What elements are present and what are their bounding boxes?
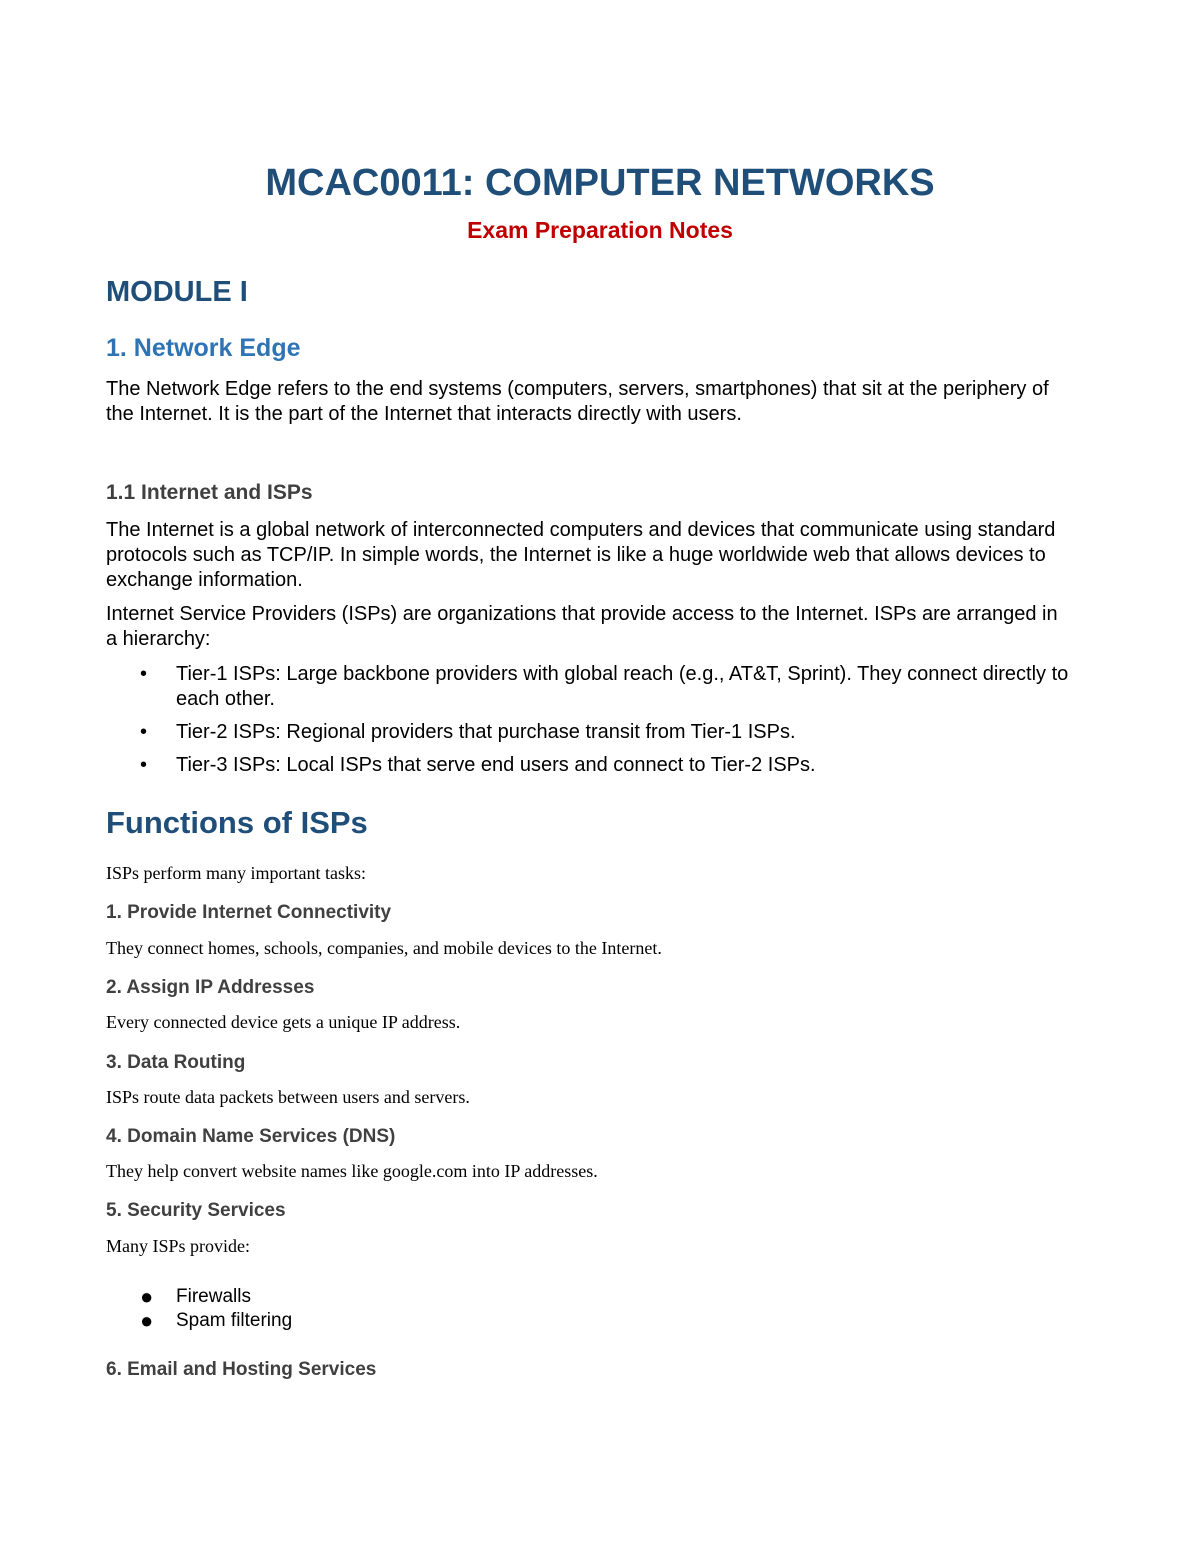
- security-list: [140, 1285, 292, 1333]
- function-heading-routing: 3. Data Routing: [106, 1052, 246, 1073]
- function-text-ip: Every connected device gets a unique IP address.: [106, 1012, 461, 1032]
- list-item: ● Spam filtering: [140, 1308, 293, 1333]
- list-item: • Tier-3 ISPs: Local ISPs that serve end users and connect to Tier-2 ISPs.: [140, 754, 816, 776]
- bullet-icon: •: [140, 754, 148, 776]
- list-item: • Tier-1 ISPs: Large backbone providers with global reach (e.g., AT&T, Sprint). They connect directly to each other.: [140, 663, 1069, 710]
- function-text-security: Many ISPs provide:: [106, 1236, 250, 1256]
- function-heading-ip: 2. Assign IP Addresses: [106, 977, 315, 998]
- function-text-dns: They help convert website names like google.com into IP addresses.: [106, 1161, 598, 1181]
- internet-paragraph: The Internet is a global network of interconnected computers and devices that communicate using standard protocols such as TCP/IP. In simple words, the Internet is like a huge worldwide web that allows devices to exchange information.: [106, 519, 1056, 591]
- list-item: • Tier-2 ISPs: Regional providers that purchase transit from Tier-1 ISPs.: [140, 721, 796, 743]
- isp-tier-list: [140, 662, 1070, 786]
- module-heading: MODULE I: [106, 276, 248, 308]
- section-heading-network-edge: 1. Network Edge: [106, 334, 301, 362]
- function-heading-connectivity: 1. Provide Internet Connectivity: [106, 902, 392, 923]
- function-heading-email-hosting: 6. Email and Hosting Services: [106, 1359, 377, 1380]
- isp-paragraph: Internet Service Providers (ISPs) are organizations that provide access to the Internet. ISPs are arranged in a hierarchy:: [106, 603, 1058, 650]
- section-heading-internet-isps: 1.1 Internet and ISPs: [106, 481, 313, 504]
- bullet-icon: ●: [140, 1308, 154, 1333]
- function-heading-security: 5. Security Services: [106, 1200, 286, 1221]
- list-item: ● Firewalls: [140, 1284, 251, 1309]
- functions-heading: Functions of ISPs: [106, 805, 368, 840]
- function-text-routing: ISPs route data packets between users and servers.: [106, 1087, 470, 1107]
- functions-intro: ISPs perform many important tasks:: [106, 863, 366, 883]
- bullet-icon: •: [140, 721, 148, 743]
- bullet-icon: •: [140, 663, 148, 685]
- function-heading-dns: 4. Domain Name Services (DNS): [106, 1126, 396, 1147]
- network-edge-paragraph: The Network Edge refers to the end systems (computers, servers, smartphones) that sit at the periphery of the Internet. It is the part of the Internet that interacts directly with users.: [106, 378, 1049, 425]
- function-text-connectivity: They connect homes, schools, companies, and mobile devices to the Internet.: [106, 938, 662, 958]
- document-title: MCAC0011: COMPUTER NETWORKS: [265, 162, 935, 204]
- bullet-icon: ●: [140, 1284, 154, 1309]
- document-subtitle: Exam Preparation Notes: [467, 217, 733, 243]
